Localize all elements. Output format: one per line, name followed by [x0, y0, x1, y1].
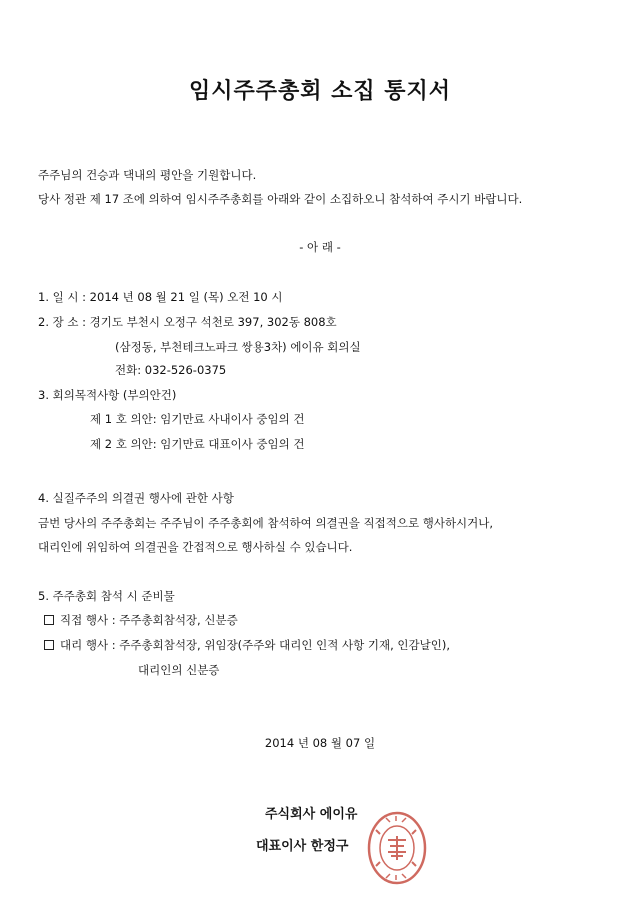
prep-proxy-label: 대리 행사 : 주주총회참석장, 위임장(주주와 대리인 인적 사항 기재, 인감날인), — [60, 638, 450, 652]
prep-proxy-continued: 대리인의 신분증 — [138, 663, 220, 677]
voting-line-1: 금번 당사의 주주총회는 주주님이 주주총회에 참석하여 의결권을 직접적으로 행사하시거나, — [38, 516, 494, 530]
checkbox-square-icon — [44, 615, 54, 625]
datetime-item: 1. 일 시 : 2014 년 08 월 21 일 (목) 오전 10 시 — [38, 290, 283, 304]
voting-line-2: 대리인에 위임하여 의결권을 간접적으로 행사하실 수 있습니다. — [38, 540, 353, 554]
checkbox-square-icon — [44, 640, 54, 650]
prep-direct-label: 직접 행사 : 주주총회참석장, 신분증 — [60, 613, 238, 627]
agenda-item-2: 제 2 호 의안: 임기만료 대표이사 중임의 건 — [90, 437, 305, 451]
greeting-line-2: 당사 정관 제 17 조에 의하여 임시주주총회를 아래와 같이 소집하오니 참석하여 주시기 바랍니다. — [38, 192, 523, 206]
company-seal-icon — [366, 810, 428, 886]
agenda-item-1: 제 1 호 의안: 임기만료 사내이사 중임의 건 — [90, 412, 305, 426]
greeting-line-1: 주주님의 건승과 댁내의 평안을 기원합니다. — [38, 168, 257, 182]
phone-number: 전화: 032-526-0375 — [115, 363, 227, 377]
prep-direct-item — [44, 613, 238, 627]
prep-heading: 5. 주주총회 참석 시 준비물 — [38, 589, 175, 603]
agenda-heading: 3. 회의목적사항 (부의안건) — [38, 388, 177, 402]
place-item: 2. 장 소 : 경기도 부천시 오정구 석천로 397, 302동 808호 — [38, 315, 337, 329]
ceo-name: 대표이사 한정구 — [256, 839, 349, 854]
voting-heading: 4. 실질주주의 의결권 행사에 관한 사항 — [38, 491, 234, 505]
notice-date: 2014 년 08 월 07 일 — [264, 736, 376, 750]
company-name: 주식회사 에이유 — [265, 807, 358, 822]
prep-proxy-item — [44, 638, 450, 652]
below-label: - 아 래 - — [299, 240, 341, 254]
place-detail: (삼정동, 부천테크노파크 쌍용3차) 에이유 회의실 — [115, 340, 361, 354]
page-title: 임시주주총회 소집 통지서 — [188, 79, 452, 104]
